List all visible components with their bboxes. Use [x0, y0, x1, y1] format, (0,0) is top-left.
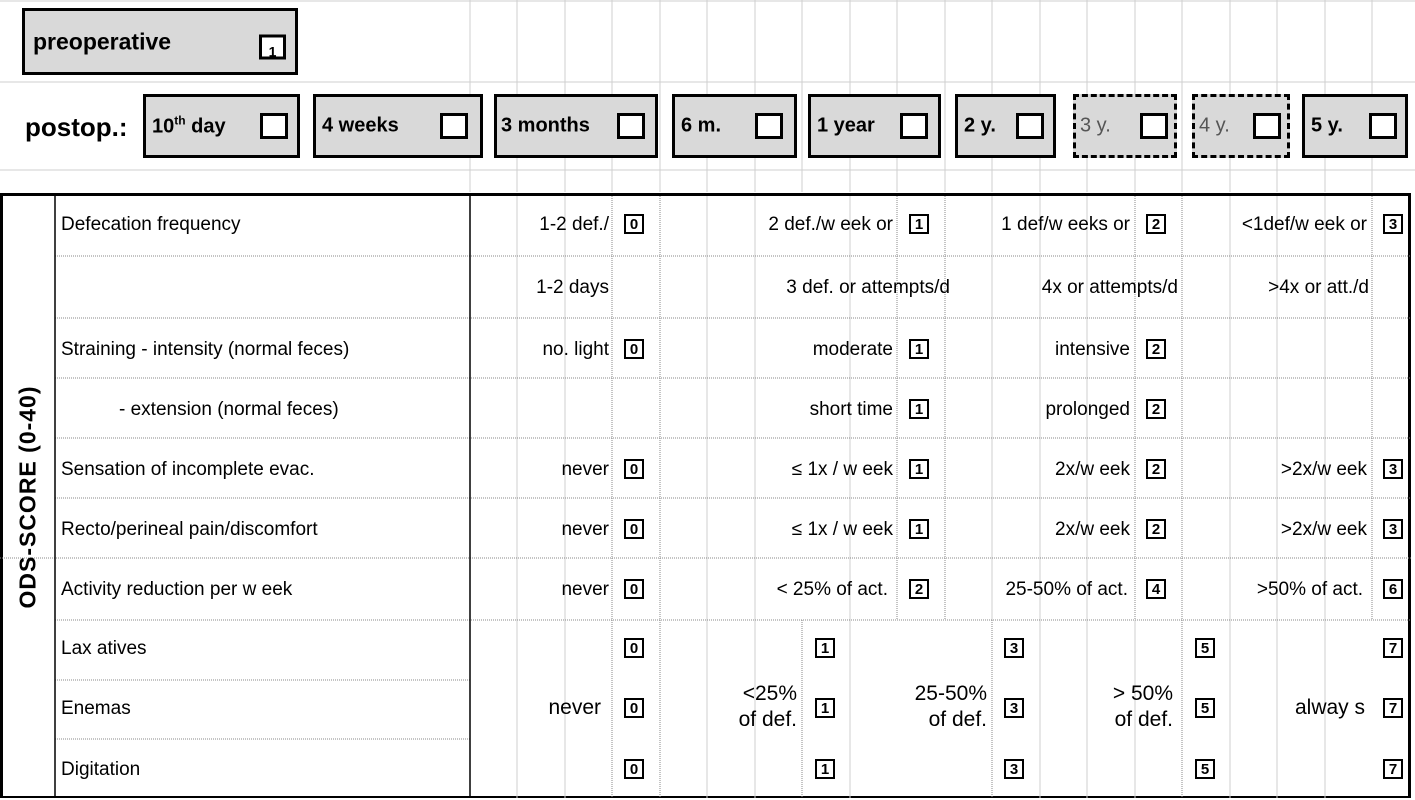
defecation-score-2: 2: [1146, 214, 1166, 234]
aids-lt25: [739, 681, 797, 733]
preoperative-box-number: 1: [268, 43, 277, 60]
postop-3-months-checkbox[interactable]: [617, 113, 645, 139]
extension-score-1: 1: [909, 399, 929, 419]
postop-10th-day[interactable]: [143, 94, 300, 158]
postop-4-weeks-label: 4 weeks: [322, 114, 399, 137]
activity-score-2: 2: [909, 579, 929, 599]
postop-4-weeks[interactable]: [313, 94, 483, 158]
aid-label-enemas: Enemas: [61, 698, 131, 719]
evac-c4: >2x/w eek: [1280, 459, 1367, 480]
aids-2550-line1: 25-50%: [914, 682, 987, 705]
aids-never: never: [548, 696, 601, 719]
preoperative-checkbox[interactable]: [259, 35, 286, 60]
postop-6-m-checkbox[interactable]: [755, 113, 783, 139]
digitation-score-1: 1: [815, 759, 835, 779]
ods-score-title: [0, 196, 55, 798]
preoperative-box[interactable]: [22, 8, 298, 75]
laxatives-score-0: 0: [624, 638, 644, 658]
aids-gt50-line1: > 50%: [1112, 682, 1173, 705]
activity-c1: never: [561, 579, 609, 600]
intensity-c2: moderate: [812, 339, 893, 360]
pain-score-0: 0: [624, 519, 644, 539]
activity-c2: < 25% of act.: [776, 579, 888, 600]
aids-always: alway s: [1294, 696, 1365, 719]
laxatives-score-7: 7: [1383, 638, 1403, 658]
digitation-score-0: 0: [624, 759, 644, 779]
defecation-c1b: 1-2 days: [536, 277, 609, 298]
defecation-c4b: >4x or att./d: [1268, 277, 1369, 298]
pain-c1: never: [561, 519, 609, 540]
enemas-score-0: 0: [624, 698, 644, 718]
enemas-score-5: 5: [1195, 698, 1215, 718]
intensity-c3: intensive: [1055, 339, 1130, 360]
postop-3-months-label: 3 months: [501, 114, 590, 137]
postop-6-m[interactable]: [672, 94, 797, 158]
aids-lt25-line2: of def.: [738, 708, 797, 731]
pain-score-2: 2: [1146, 519, 1166, 539]
postop-1-year-checkbox[interactable]: [900, 113, 928, 139]
evac-c2: ≤ 1x / w eek: [791, 459, 893, 480]
row-label-straining-intensity: Straining - intensity (normal feces): [61, 339, 350, 360]
defecation-c2: 2 def./w eek or: [768, 214, 893, 235]
row-label-straining-extension: - extension (normal feces): [119, 399, 339, 420]
intensity-score-0: 0: [624, 339, 644, 359]
activity-score-0: 0: [624, 579, 644, 599]
postop-10th-day-label: 10th day: [152, 113, 226, 138]
postop-4-y[interactable]: [1192, 94, 1290, 158]
digitation-score-5: 5: [1195, 759, 1215, 779]
postop-5-y-label: 5 y.: [1311, 114, 1343, 137]
postop-2-y-checkbox[interactable]: [1016, 113, 1044, 139]
defecation-c3b: 4x or attempts/d: [1041, 277, 1178, 298]
activity-score-6: 6: [1383, 579, 1403, 599]
row-label-defecation-frequency: Defecation frequency: [61, 214, 241, 235]
defecation-score-3: 3: [1383, 214, 1403, 234]
preoperative-label: preoperative: [33, 28, 172, 54]
aid-label-digitation: Digitation: [61, 759, 141, 780]
postop-1-year[interactable]: [808, 94, 941, 158]
pain-c2: ≤ 1x / w eek: [791, 519, 893, 540]
postop-4-y-checkbox[interactable]: [1253, 113, 1281, 139]
postop-3-y-label: 3 y.: [1080, 114, 1111, 137]
intensity-c1: no. light: [542, 339, 609, 360]
aids-gt50-line2: of def.: [1114, 708, 1173, 731]
postop-4-weeks-checkbox[interactable]: [440, 113, 468, 139]
aids-2550: [915, 681, 987, 733]
postop-4-y-label: 4 y.: [1199, 114, 1230, 137]
defecation-score-0: 0: [624, 214, 644, 234]
evac-score-3: 3: [1383, 459, 1403, 479]
postop-3-y-checkbox[interactable]: [1140, 113, 1168, 139]
activity-score-4: 4: [1146, 579, 1166, 599]
evac-c3: 2x/w eek: [1055, 459, 1130, 480]
ods-score-title-text: ODS-SCORE (0-40): [14, 385, 40, 609]
intensity-score-1: 1: [909, 339, 929, 359]
defecation-score-1: 1: [909, 214, 929, 234]
pain-c3: 2x/w eek: [1055, 519, 1130, 540]
evac-score-0: 0: [624, 459, 644, 479]
postop-10th-day-checkbox[interactable]: [260, 113, 288, 139]
aids-2550-line2: of def.: [928, 708, 987, 731]
evac-c1: never: [561, 459, 609, 480]
laxatives-score-3: 3: [1004, 638, 1024, 658]
postop-5-y[interactable]: [1302, 94, 1408, 158]
enemas-score-1: 1: [815, 698, 835, 718]
defecation-c2b: 3 def. or attempts/d: [786, 277, 950, 298]
aid-label-laxatives: Lax atives: [61, 638, 147, 659]
activity-c4: >50% of act.: [1256, 579, 1363, 600]
postop-label: postop.:: [25, 112, 128, 142]
postop-1-year-label: 1 year: [817, 114, 875, 137]
defecation-c4: <1def/w eek or: [1241, 214, 1367, 235]
enemas-score-7: 7: [1383, 698, 1403, 718]
postop-3-y[interactable]: [1073, 94, 1177, 158]
aids-gt50: [1113, 681, 1173, 733]
pain-c4: >2x/w eek: [1280, 519, 1367, 540]
laxatives-score-5: 5: [1195, 638, 1215, 658]
postop-5-y-checkbox[interactable]: [1369, 113, 1397, 139]
digitation-score-3: 3: [1004, 759, 1024, 779]
row-label-activity-reduction: Activity reduction per w eek: [61, 579, 293, 600]
postop-6-m-label: 6 m.: [681, 114, 722, 137]
evac-score-2: 2: [1146, 459, 1166, 479]
postop-3-months[interactable]: [494, 94, 658, 158]
pain-score-1: 1: [909, 519, 929, 539]
postop-2-y[interactable]: [955, 94, 1056, 158]
digitation-score-7: 7: [1383, 759, 1403, 779]
evac-score-1: 1: [909, 459, 929, 479]
extension-c3: prolonged: [1045, 399, 1130, 420]
aids-lt25-line1: <25%: [742, 682, 797, 705]
extension-c2: short time: [809, 399, 893, 420]
laxatives-score-1: 1: [815, 638, 835, 658]
extension-score-2: 2: [1146, 399, 1166, 419]
defecation-c3: 1 def/w eeks or: [1001, 214, 1130, 235]
enemas-score-3: 3: [1004, 698, 1024, 718]
pain-score-3: 3: [1383, 519, 1403, 539]
defecation-c1: 1-2 def./: [539, 214, 609, 235]
row-label-incomplete-evacuation: Sensation of incomplete evac.: [61, 459, 315, 480]
postop-2-y-label: 2 y.: [964, 114, 996, 137]
row-label-perineal-pain: Recto/perineal pain/discomfort: [61, 519, 318, 540]
activity-c3: 25-50% of act.: [1005, 579, 1128, 600]
intensity-score-2: 2: [1146, 339, 1166, 359]
